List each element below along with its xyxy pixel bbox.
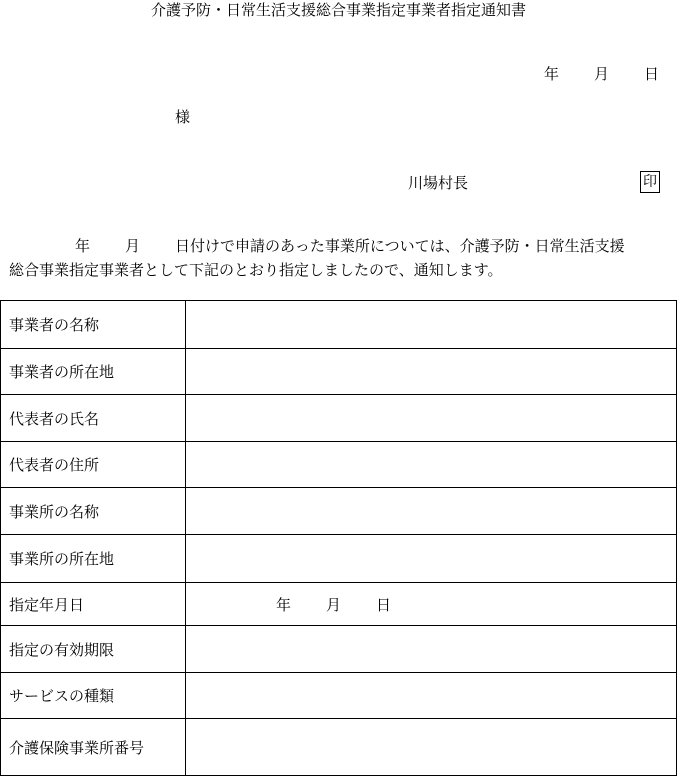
row-value-field[interactable] [186,442,677,488]
document-title: 介護予防・日常生活支援総合事業指定事業者指定通知書 [150,1,526,19]
designation-month: 月 [326,595,342,614]
row-value-field[interactable] [186,535,677,583]
table-row [1,442,677,488]
row-label: サービスの種類 [1,673,186,719]
designation-table [0,300,677,776]
table-row [1,349,677,395]
addressee-suffix: 様 [175,108,191,126]
table-row [1,395,677,442]
table-row [1,301,677,349]
body-text-line-1 [9,237,625,255]
designation-day: 日 [376,595,392,614]
table-row [1,488,677,535]
table-row [1,626,677,673]
row-label: 事業者の名称 [1,301,186,349]
issue-date-year: 年 [544,65,560,83]
body-line-1-rest: 日付けで申請のあった事業所については、介護予防・日常生活支援 [175,237,625,255]
row-value-field[interactable] [186,626,677,673]
row-label: 代表者の住所 [1,442,186,488]
issuer-name: 川場村長 [408,174,469,192]
row-value-field[interactable] [186,488,677,535]
row-label: 介護保険事業所番号 [1,719,186,776]
designation-date-field[interactable] [186,583,677,626]
row-value-field[interactable] [186,395,677,442]
seal-stamp: 印 [640,171,660,193]
row-value-field[interactable] [186,673,677,719]
body-year: 年 [75,237,91,255]
body-text-line-2: 総合事業指定事業者として下記のとおり指定しましたので、通知します。 [9,261,503,279]
body-month: 月 [125,237,141,255]
table-row [1,583,677,626]
issue-date [544,65,659,83]
row-label: 指定年月日 [1,583,186,626]
row-label: 代表者の氏名 [1,395,186,442]
row-label: 事業所の名称 [1,488,186,535]
issue-date-day: 日 [644,65,660,83]
row-label: 事業所の所在地 [1,535,186,583]
row-value-field[interactable] [186,719,677,776]
table-row [1,719,677,776]
table-row [1,673,677,719]
table-row [1,535,677,583]
row-value-field[interactable] [186,301,677,349]
row-label: 事業者の所在地 [1,349,186,395]
issue-date-month: 月 [594,65,610,83]
designation-year: 年 [276,595,292,614]
row-value-field[interactable] [186,349,677,395]
row-label: 指定の有効期限 [1,626,186,673]
